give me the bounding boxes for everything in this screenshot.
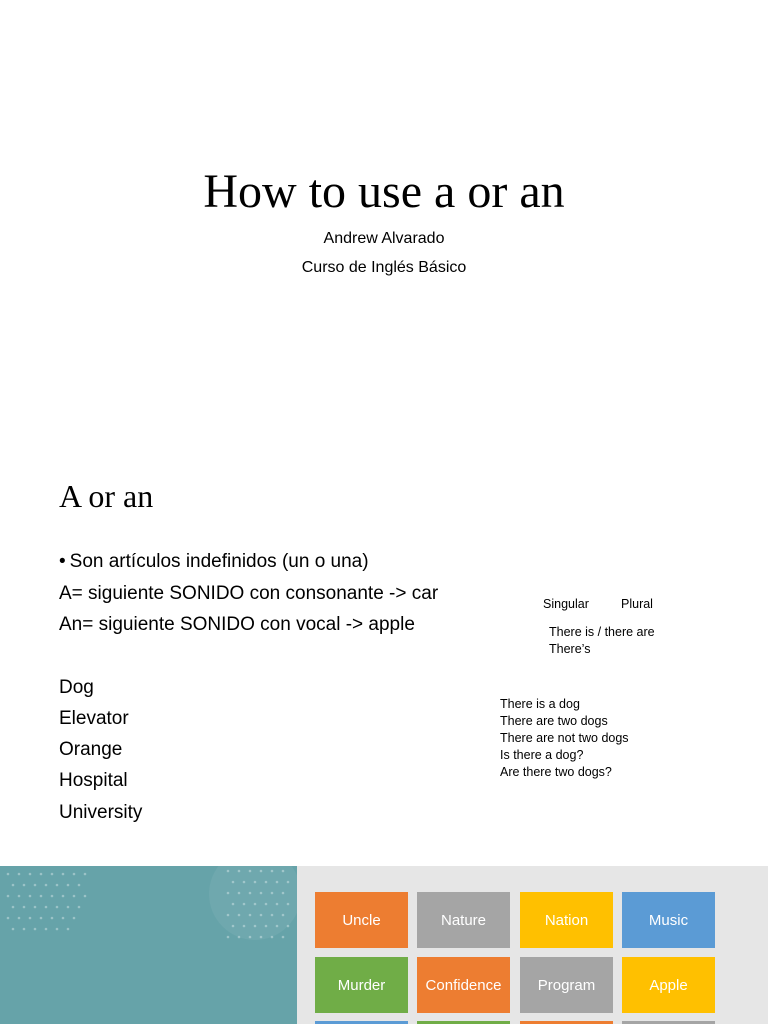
example-line: There are not two dogs: [500, 731, 629, 745]
word-tile: [417, 892, 510, 948]
tile-label: Confidence: [425, 976, 502, 994]
word-tile: [520, 957, 613, 1013]
pattern-dot: [45, 928, 48, 931]
word-tile: [520, 892, 613, 948]
pattern-dot: [40, 895, 43, 898]
pattern-dot: [45, 906, 48, 909]
pattern-dot: [18, 917, 21, 920]
example-line: There is a dog: [500, 697, 580, 711]
pattern-dot: [67, 928, 70, 931]
pattern-dot: [45, 884, 48, 887]
word-tile: [622, 892, 715, 948]
pattern-dot: [73, 917, 76, 920]
word-tile: [417, 957, 510, 1013]
word-item: Elevator: [59, 708, 129, 729]
tile-label: Music: [648, 911, 689, 929]
slide-heading: A or an: [59, 478, 154, 514]
word-tile: [622, 957, 715, 1013]
pattern-dot: [18, 895, 21, 898]
pattern-dot: [51, 917, 54, 920]
pattern-dot: [7, 895, 10, 898]
pattern-dot: [29, 895, 32, 898]
pattern-dot: [67, 884, 70, 887]
pattern-dot: [56, 928, 59, 931]
pattern-dot: [29, 873, 32, 876]
pattern-dot: [29, 917, 32, 920]
author-name: Andrew Alvarado: [323, 230, 445, 247]
pattern-dot: [56, 884, 59, 887]
pattern-dot: [51, 895, 54, 898]
course-name: Curso de Inglés Básico: [301, 259, 467, 276]
plural-label: Plural: [621, 597, 653, 611]
pattern-dot: [40, 917, 43, 920]
pattern-dot: [62, 873, 65, 876]
word-item: Orange: [59, 739, 123, 760]
pattern-dot: [7, 873, 10, 876]
pattern-dot: [73, 895, 76, 898]
bullet-icon: •: [59, 551, 66, 572]
pattern-dot: [23, 884, 26, 887]
pattern-dot: [23, 928, 26, 931]
tile-label: Murder: [337, 976, 386, 994]
pattern-dot: [23, 906, 26, 909]
rule-a: A= siguiente SONIDO con consonante -> car: [59, 583, 439, 604]
pattern-dot: [51, 873, 54, 876]
tile-label: Program: [537, 976, 596, 994]
pattern-dot: [84, 895, 87, 898]
word-tile: [315, 892, 408, 948]
rule-an: An= siguiente SONIDO con vocal -> apple: [59, 614, 415, 635]
pattern-dot: [67, 906, 70, 909]
there-note-line: There is / there are: [549, 625, 655, 639]
pattern-dot: [84, 873, 87, 876]
example-line: There are two dogs: [500, 714, 608, 728]
example-line: Are there two dogs?: [500, 765, 612, 779]
pattern-dot: [7, 917, 10, 920]
pattern-dot: [40, 873, 43, 876]
pattern-dot: [12, 928, 15, 931]
tile-label: Uncle: [342, 911, 381, 929]
title-slide: [0, 0, 768, 432]
singular-label: Singular: [543, 597, 589, 611]
pattern-dot: [34, 906, 37, 909]
pattern-dot: [62, 895, 65, 898]
word-item: Dog: [59, 677, 94, 698]
there-note-line: There’s: [549, 642, 591, 656]
word-tiles-slide: [0, 866, 768, 1024]
word-item: Hospital: [59, 770, 128, 791]
tile-label: Nation: [544, 911, 589, 929]
dot-pattern-icon: [0, 866, 297, 1024]
pattern-dot: [18, 873, 21, 876]
pattern-dot: [34, 884, 37, 887]
pattern-dot: [282, 936, 285, 939]
pattern-dot: [78, 906, 81, 909]
example-line: Is there a dog?: [500, 748, 584, 762]
decorative-panel: [0, 866, 297, 1024]
pattern-dot: [78, 884, 81, 887]
pattern-dot: [56, 906, 59, 909]
tile-label: Nature: [440, 911, 487, 929]
pattern-dot: [62, 917, 65, 920]
tile-label: Apple: [649, 976, 688, 994]
pattern-dot: [12, 906, 15, 909]
slide-title: How to use a or an: [203, 165, 565, 218]
pattern-dot: [34, 928, 37, 931]
bullet-line: [59, 550, 369, 574]
line-text: Son artículos indefinidos (un o una): [69, 551, 369, 572]
word-item: University: [59, 802, 143, 823]
pattern-dot: [12, 884, 15, 887]
word-tile: [315, 957, 408, 1013]
pattern-dot: [227, 936, 230, 939]
pattern-dot: [73, 873, 76, 876]
